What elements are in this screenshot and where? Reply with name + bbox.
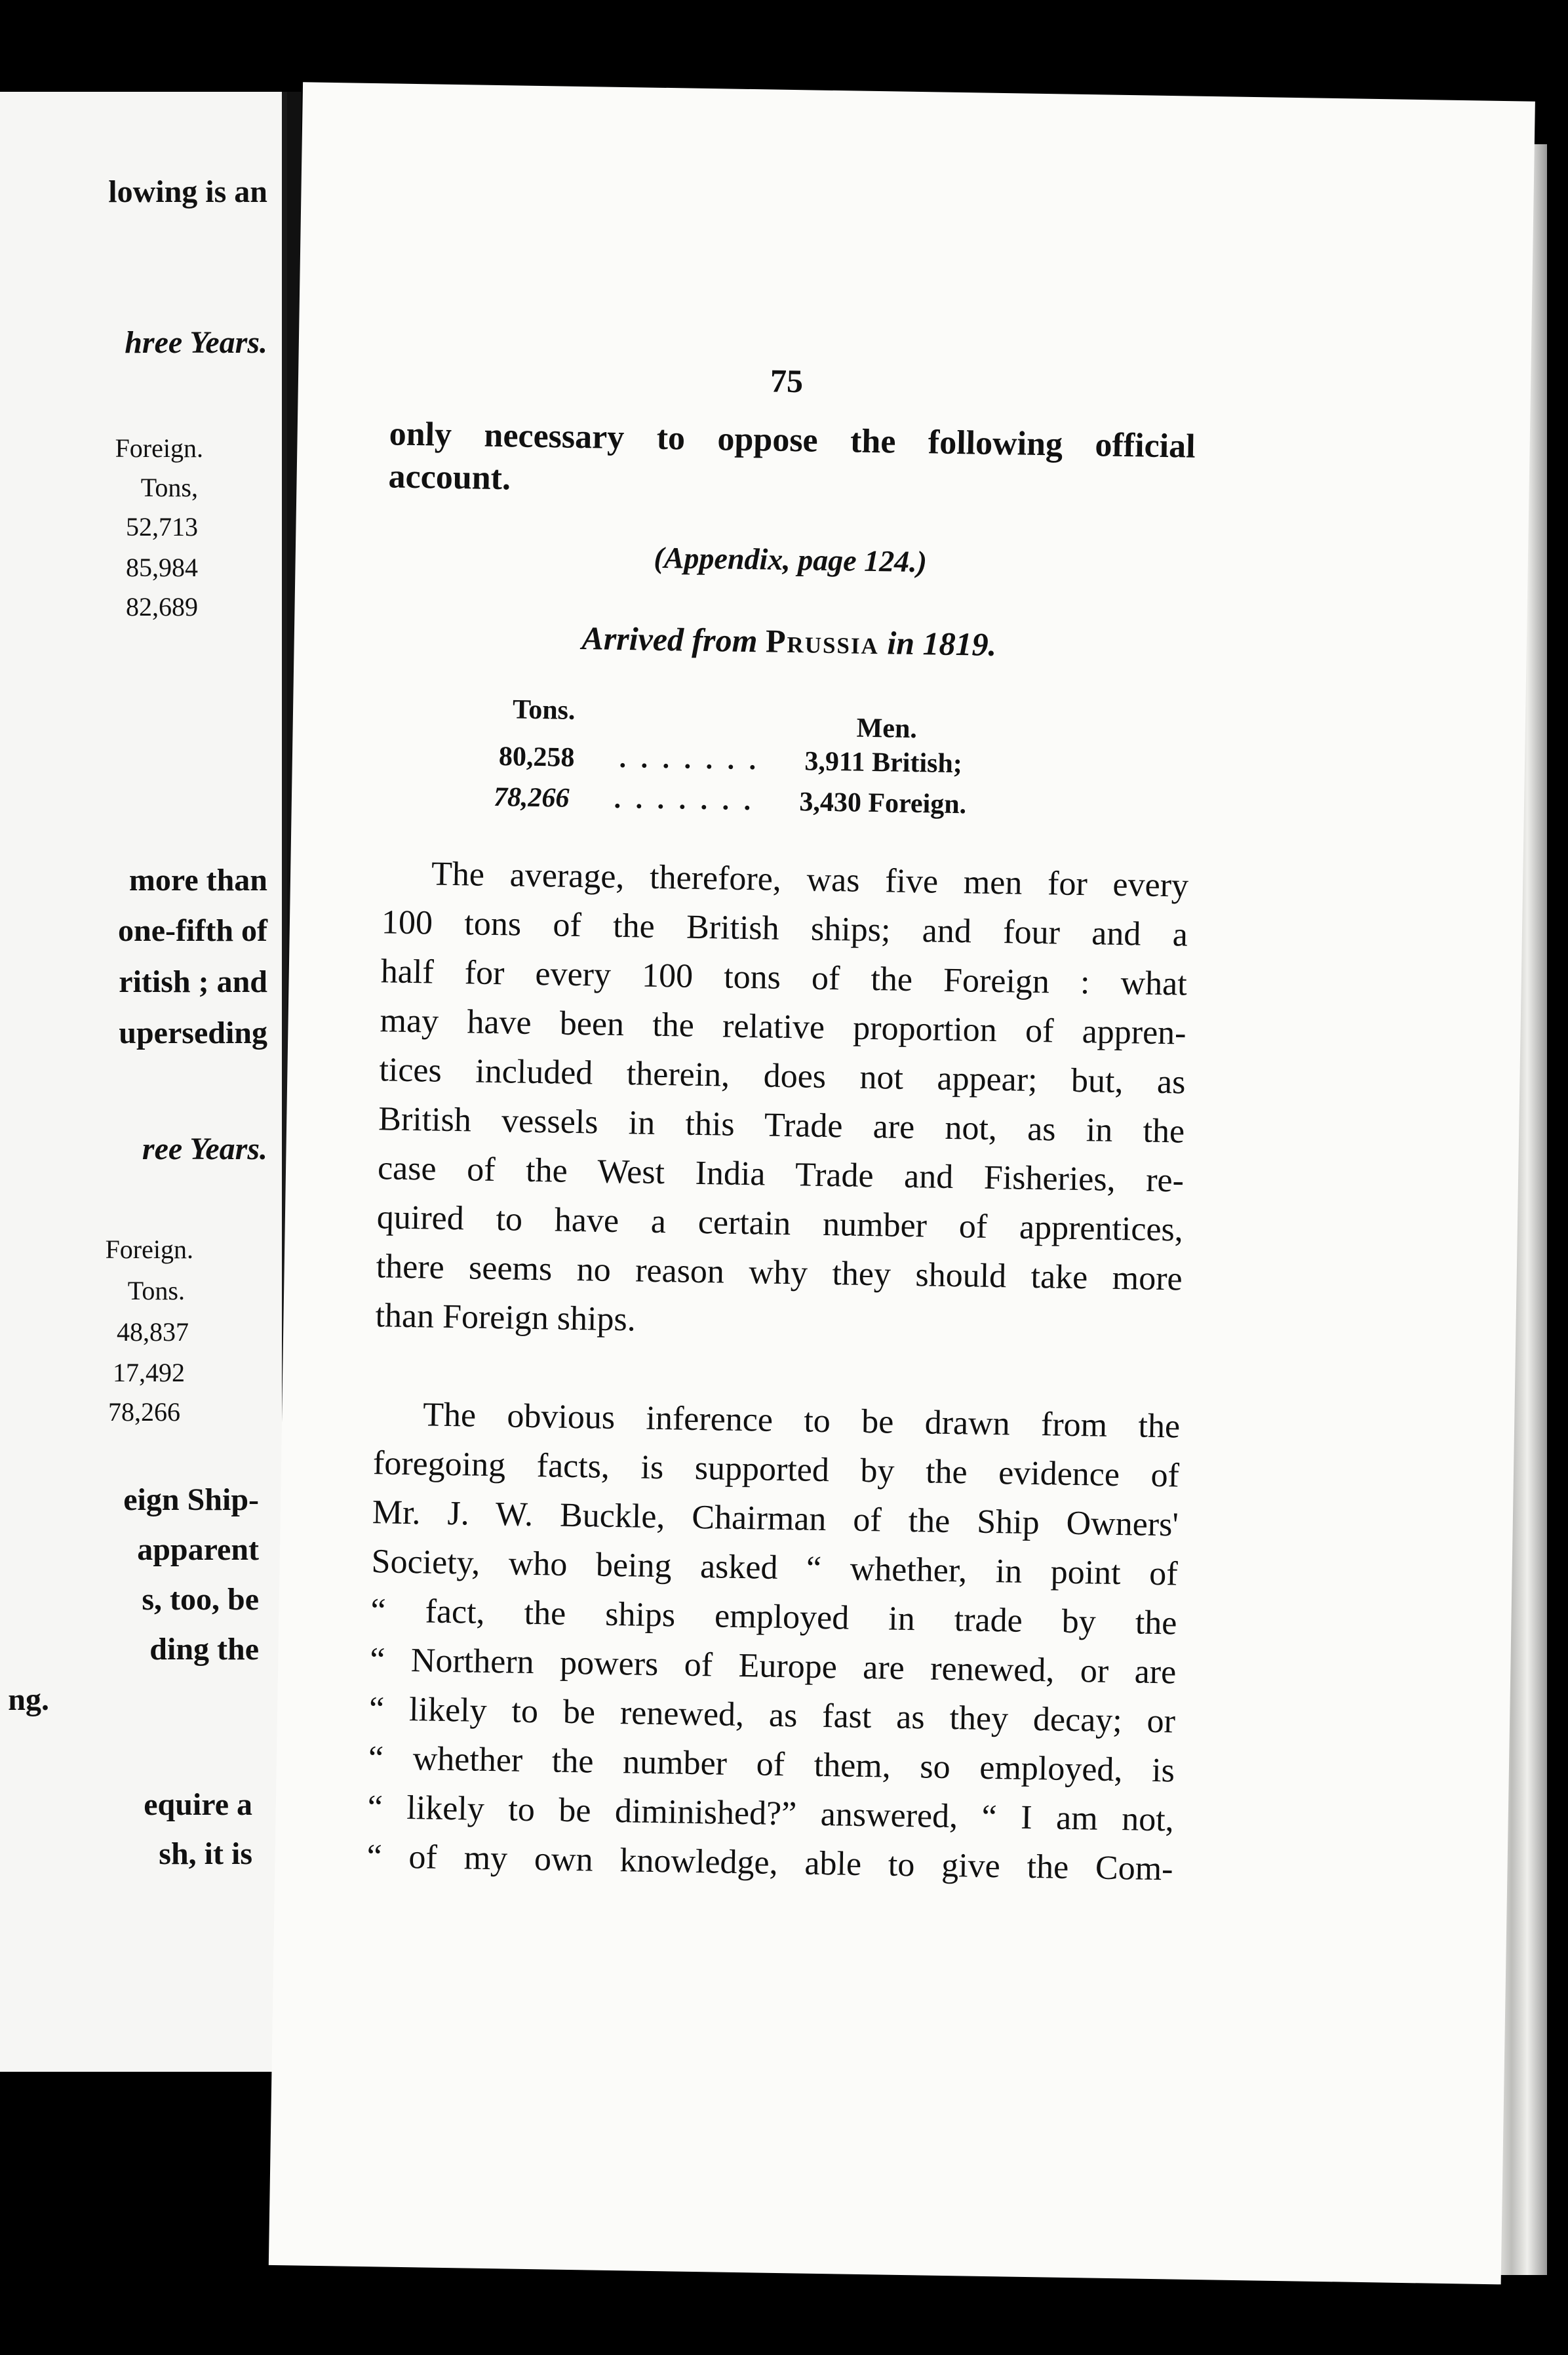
text-line: Mr. J. W. Buckle, Chairman of the Ship Owners' [372, 1494, 1179, 1544]
left-text-fragment: 82,689 [126, 592, 198, 622]
table-leader-dots: . . . . . . . [619, 743, 760, 776]
left-text-fragment: s, too, be [142, 1582, 259, 1617]
appendix-reference: (Appendix, page 124.) [654, 540, 928, 579]
left-text-fragment: ree Years. [142, 1132, 267, 1166]
left-text-fragment: 85,984 [126, 553, 198, 582]
heading-suffix: in 1819. [886, 624, 997, 663]
table-cell-men: 3,911 [804, 746, 865, 778]
left-text-fragment: ding the [149, 1632, 259, 1667]
text-line: than Foreign ships. [375, 1297, 637, 1339]
left-text-fragment: hree Years. [125, 325, 267, 360]
text-line: foregoing facts, is supported by the evidence of [372, 1444, 1180, 1495]
text-line: account. [388, 458, 511, 498]
left-text-fragment: ritish ; and [119, 964, 267, 999]
text-line: quired to have a certain number of apprentices, [376, 1198, 1184, 1249]
text-line: may have been the relative proportion of appren- [380, 1002, 1186, 1052]
left-text-fragment: eign Ship- [123, 1482, 259, 1517]
page-number: 75 [770, 362, 804, 400]
text-line: only necessary to oppose the following official [389, 415, 1196, 465]
text-line: 100 tons of the British ships; and four and a [381, 903, 1188, 954]
table-cell-label: British; [871, 747, 963, 780]
text-line: tices included therein, does not appear; but, as [379, 1051, 1186, 1101]
left-text-fragment: more than [128, 863, 267, 898]
table-header-tons: Tons. [512, 694, 576, 726]
left-text-fragment: Tons. [127, 1276, 185, 1305]
left-text-fragment: uperseding [119, 1016, 267, 1050]
left-text-fragment: 17,492 [113, 1358, 185, 1387]
text-line: The obvious inference to be drawn from the [422, 1396, 1181, 1446]
text-line: “ whether the number of them, so employed, is [368, 1739, 1175, 1790]
table-header-men: Men. [856, 713, 918, 745]
text-line: “ fact, the ships employed in trade by the [370, 1592, 1177, 1642]
left-text-fragment: 48,837 [117, 1317, 189, 1347]
table-row [499, 741, 963, 780]
left-text-fragment: lowing is an [108, 174, 267, 209]
heading-country: Prussia [765, 622, 880, 662]
left-text-fragment: Foreign. [105, 1235, 193, 1264]
left-text-fragment: sh, it is [159, 1836, 252, 1871]
text-line: case of the West India Trade and Fisheries, re- [377, 1149, 1185, 1200]
left-page [0, 92, 288, 2072]
left-text-fragment: 52,713 [126, 512, 198, 542]
right-page [269, 82, 1535, 2284]
left-text-fragment: 78,266 [108, 1397, 180, 1427]
table-cell-men: 3,430 [799, 787, 862, 818]
text-line: Society, who being asked “ whether, in point of [371, 1543, 1178, 1593]
left-text-fragment: Foreign. [115, 433, 203, 463]
text-line: half for every 100 tons of the Foreign : what [380, 953, 1188, 1003]
left-text-fragment: Tons, [140, 473, 198, 502]
text-line: “ likely to be renewed, as fast as they decay; or [368, 1690, 1176, 1741]
text-line: “ of my own knowledge, able to give the Com- [366, 1838, 1173, 1888]
left-text-fragment: equire a [144, 1787, 252, 1822]
text-line: British vessels in this Trade are not, as in the [378, 1100, 1185, 1151]
table-leader-dots: . . . . . . . [614, 783, 755, 817]
text-line: The average, therefore, was five men for every [431, 855, 1189, 905]
table-row [494, 782, 967, 820]
text-line: there seems no reason why they should take more [376, 1248, 1183, 1298]
text-line: “ Northern powers of Europe are renewed, or are [369, 1641, 1177, 1692]
table-cell-tons: 80,258 [498, 742, 575, 773]
left-text-fragment: one-fifth of [118, 913, 267, 948]
text-line: “ likely to be diminished?” answered, “ I am not, [367, 1789, 1175, 1839]
section-heading [385, 616, 1192, 666]
table-cell-label: Foreign. [868, 787, 967, 820]
heading-prefix: Arrived from [581, 620, 758, 660]
left-text-fragment: apparent [137, 1532, 259, 1567]
table-cell-tons: 78,266 [493, 782, 570, 814]
left-text-fragment: ng. [8, 1682, 49, 1717]
